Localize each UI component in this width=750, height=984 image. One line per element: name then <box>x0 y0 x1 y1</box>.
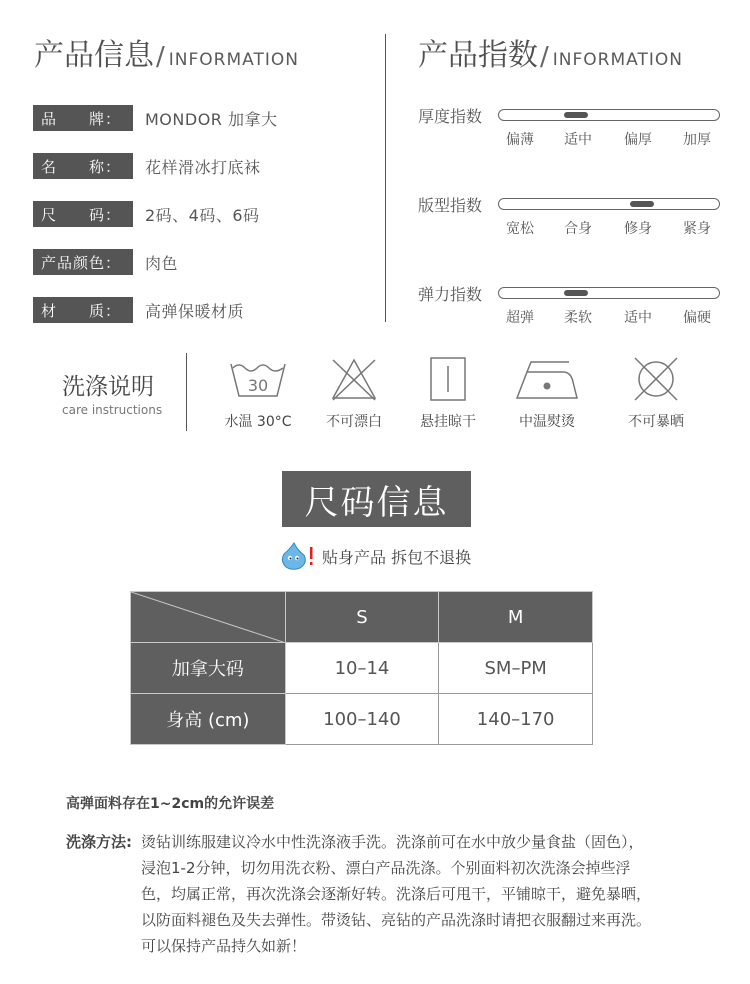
product-info-title <box>34 30 299 74</box>
row-header: 身高 (cm) <box>131 694 286 745</box>
index-label: 柔软 <box>564 310 592 326</box>
index-label: 偏硬 <box>683 310 711 326</box>
index-bar <box>498 287 720 299</box>
iron-medium-icon <box>515 356 579 402</box>
index-label: 适中 <box>564 132 592 148</box>
product-index-title-en: INFORMATION <box>552 50 683 70</box>
info-value: MONDOR 加拿大 <box>145 109 278 129</box>
info-label: 产品颜色： <box>33 249 133 275</box>
product-info-title-en: INFORMATION <box>168 50 299 70</box>
column-header: M <box>439 592 593 643</box>
water-drop-mascot-icon <box>280 541 316 571</box>
index-thumb <box>564 112 588 118</box>
info-value: 花样滑冰打底袜 <box>145 157 261 177</box>
info-value: 肉色 <box>145 253 179 273</box>
product-info-title-cn: 产品信息 <box>34 38 154 73</box>
notice <box>280 541 471 571</box>
table-cell: SM–PM <box>439 643 593 694</box>
index-label: 紧身 <box>683 221 711 237</box>
care-label: 悬挂晾干 <box>420 414 476 430</box>
no-sun-dry-icon <box>631 356 681 402</box>
index-label: 偏薄 <box>506 132 534 148</box>
title-slash: / <box>540 42 549 72</box>
care-label: 水温 30°C <box>224 414 292 430</box>
index-thumb <box>564 290 588 296</box>
wash-30-icon <box>227 356 289 402</box>
info-value: 高弹保暖材质 <box>145 301 245 321</box>
index-bar <box>498 109 720 121</box>
notice-text: 贴身产品 拆包不退换 <box>322 547 472 567</box>
index-labels <box>418 307 728 327</box>
table-row <box>131 694 593 745</box>
index-label: 修身 <box>624 221 652 237</box>
info-label: 尺 码： <box>33 201 133 227</box>
size-table <box>130 591 593 745</box>
index-row-elasticity <box>418 282 728 332</box>
care-item-wash <box>208 356 308 436</box>
index-thumb <box>630 201 654 207</box>
info-value: 2码、4码、6码 <box>145 205 260 225</box>
table-cell: 10–14 <box>285 643 439 694</box>
index-label: 宽松 <box>506 221 534 237</box>
care-divider <box>186 353 187 431</box>
index-name: 弹力指数 <box>418 285 483 304</box>
index-labels <box>418 129 728 149</box>
wash-method-text: 烫钻训练服建议冷水中性洗涤液手洗。洗涤前可在水中放少量食盐（固色），浸泡1-2分钟，切勿用洗衣粉、漂白产品洗涤。个别面料初次洗涤会掉些浮色，均属正常，再次洗涤会逐渐好转。洗涤后可甩干，平铺晾干，避免暴晒，以防面料褪色及失去弹性。带烫钻、亮钻的产品洗涤时请把衣服翻过来再洗。可以保持产品持久如新！ <box>141 833 652 955</box>
index-name: 厚度指数 <box>418 107 483 126</box>
size-info-title: 尺码信息 <box>282 471 471 527</box>
table-header-row <box>131 592 593 643</box>
info-row-color <box>33 249 178 275</box>
care-subtitle: care instructions <box>62 403 163 417</box>
index-row-thickness <box>418 104 728 154</box>
care-item-bleach <box>304 356 404 436</box>
info-label: 材 质： <box>33 297 133 323</box>
info-label: 品 牌： <box>33 105 133 131</box>
product-index-title <box>418 30 683 74</box>
care-label: 中温熨烫 <box>519 414 575 430</box>
wash-method-label: 洗涤方法: <box>66 833 132 851</box>
info-row-brand <box>33 105 278 131</box>
table-cell: 140–170 <box>439 694 593 745</box>
section-divider <box>385 34 386 322</box>
care-title: 洗涤说明 <box>62 374 154 400</box>
no-bleach-icon <box>329 356 379 402</box>
index-row-fit <box>418 193 728 243</box>
table-row <box>131 643 593 694</box>
care-item-iron <box>497 356 597 436</box>
product-index-title-cn: 产品指数 <box>418 38 538 73</box>
tolerance-note: 高弹面料存在1~2cm的允许误差 <box>66 796 275 812</box>
title-slash: / <box>156 42 165 72</box>
column-header: S <box>285 592 439 643</box>
index-label: 加厚 <box>683 132 711 148</box>
row-header: 加拿大码 <box>131 643 286 694</box>
info-row-size <box>33 201 260 227</box>
table-cell: 100–140 <box>285 694 439 745</box>
care-label: 不可暴晒 <box>628 414 684 430</box>
index-name: 版型指数 <box>418 196 483 215</box>
diagonal-line <box>131 592 286 643</box>
info-row-material <box>33 297 244 323</box>
index-label: 偏厚 <box>624 132 652 148</box>
index-label: 适中 <box>624 310 652 326</box>
index-bar <box>498 198 720 210</box>
info-label: 名 称： <box>33 153 133 179</box>
diagonal-corner-cell <box>131 592 286 643</box>
info-row-name <box>33 153 261 179</box>
care-item-sun <box>606 356 706 436</box>
hang-dry-icon <box>428 356 468 402</box>
care-label: 不可漂白 <box>326 414 382 430</box>
wash-temp-number: 30 <box>247 376 269 395</box>
care-item-hang-dry <box>398 356 498 436</box>
index-label: 合身 <box>564 221 592 237</box>
index-labels <box>418 218 728 238</box>
index-label: 超弹 <box>506 310 534 326</box>
